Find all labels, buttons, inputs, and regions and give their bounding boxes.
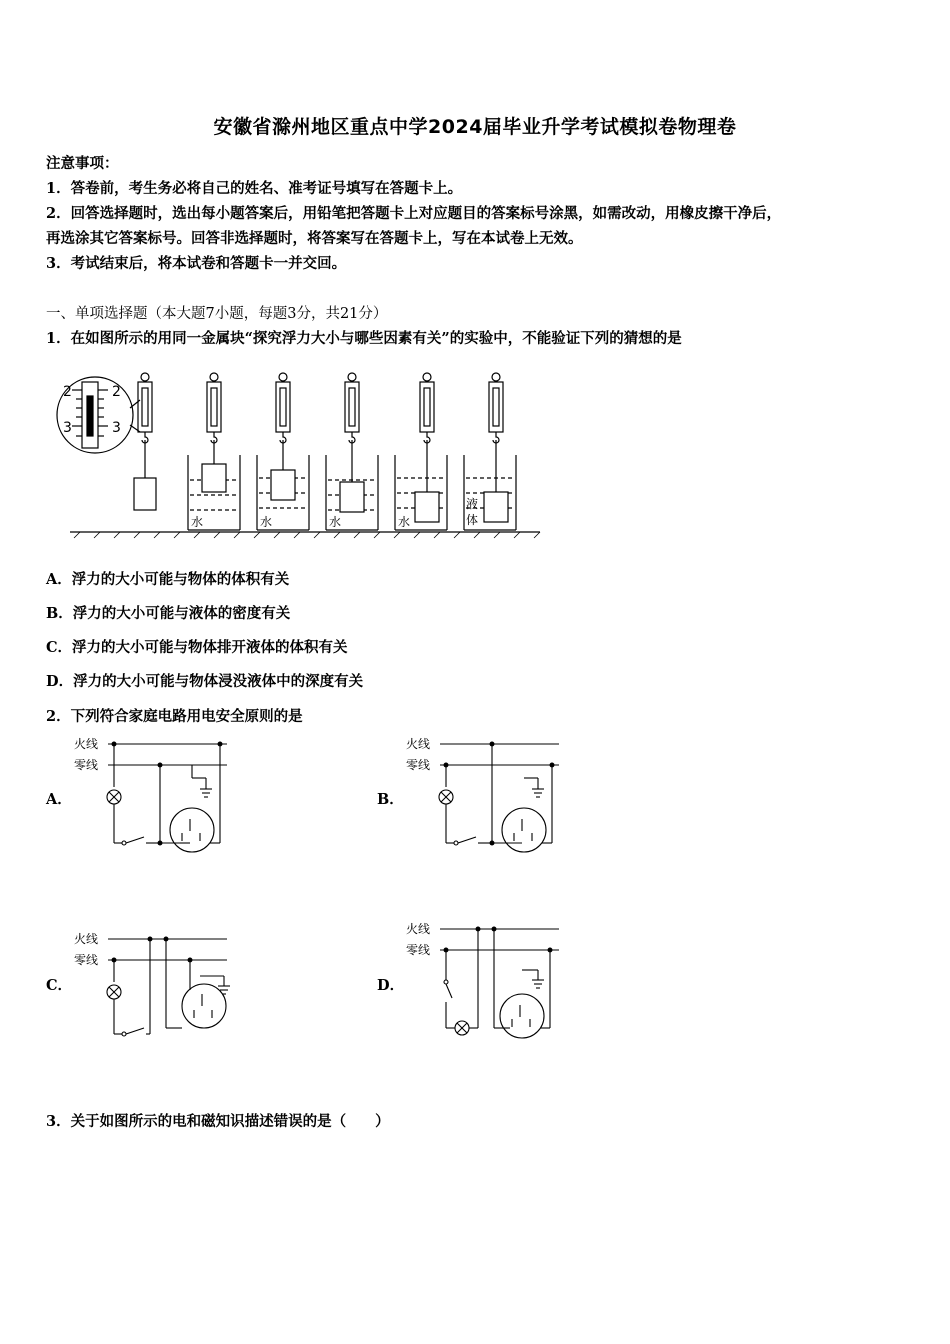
option-a[interactable]: A．浮力的大小可能与物体的体积有关	[46, 571, 290, 588]
live-wire-label: 火线	[74, 932, 99, 946]
option-b[interactable]: B．浮力的大小可能与液体的密度有关	[46, 605, 291, 622]
beaker-2	[257, 373, 309, 530]
beaker-1	[188, 373, 240, 530]
notice-item: 2．回答选择题时，选出每小题答案后，用铅笔把答题卡上对应题目的答案标号涂黑，如需改动，用橡皮擦干净后，	[46, 205, 782, 222]
page-title: 安徽省滁州地区重点中学2024届毕业升学考试模拟卷物理卷	[213, 116, 737, 138]
beaker-3	[326, 373, 378, 530]
circuit-diagram-a[interactable]	[72, 733, 242, 863]
notice-item: 3．考试结束后，将本试卷和答题卡一并交回。	[46, 255, 347, 272]
liquid-label: 水	[329, 515, 342, 529]
live-wire-label: 火线	[406, 922, 431, 936]
liquid-label: 水	[260, 515, 273, 529]
notice-item: 1．答卷前，考生务必将自己的姓名、准考证号填写在答题卡上。	[46, 180, 463, 197]
metal-block	[415, 492, 439, 522]
liquid-label: 液	[466, 497, 479, 511]
scale-label: 3	[112, 420, 121, 436]
scale-label: 3	[63, 420, 72, 436]
notice-item: 再选涂其它答案标号。回答非选择题时，将答案写在答题卡上，写在本试卷上无效。	[46, 230, 583, 247]
circuit-diagram-b[interactable]	[404, 733, 574, 863]
neutral-wire-label: 零线	[74, 953, 99, 967]
circuit-option-a-label[interactable]: A．	[46, 791, 72, 808]
question-3-stem: 3．关于如图所示的电和磁知识描述错误的是（ ）	[46, 1113, 390, 1130]
neutral-wire-label: 零线	[74, 758, 99, 772]
metal-block	[134, 478, 156, 510]
scale-label: 2	[63, 384, 72, 400]
circuit-option-c-label[interactable]: C．	[46, 977, 73, 994]
section-heading: 一、单项选择题（本大题7小题，每题3分，共21分）	[46, 306, 388, 322]
question-2-stem: 2．下列符合家庭电路用电安全原则的是	[46, 708, 303, 725]
liquid-label: 水	[398, 515, 411, 529]
liquid-label: 体	[466, 513, 479, 527]
live-wire-label: 火线	[74, 737, 99, 751]
circuit-diagram-c[interactable]	[72, 928, 242, 1048]
scale-label: 2	[112, 384, 121, 400]
buoyancy-experiment-figure	[50, 370, 550, 540]
option-c[interactable]: C．浮力的大小可能与物体排开液体的体积有关	[46, 639, 348, 656]
circuit-diagram-d[interactable]	[404, 918, 574, 1048]
question-1-stem: 1．在如图所示的用同一金属块“探究浮力大小与哪些因素有关”的实验中，不能验证下列的猜想的是	[46, 330, 682, 347]
live-wire-label: 火线	[406, 737, 431, 751]
beaker-4	[395, 373, 447, 530]
neutral-wire-label: 零线	[406, 758, 431, 772]
circuit-option-b-label[interactable]: B．	[377, 791, 404, 808]
metal-block	[484, 492, 508, 522]
spring-scale	[134, 373, 156, 510]
option-d[interactable]: D．浮力的大小可能与物体浸没液体中的深度有关	[46, 673, 364, 690]
circuit-option-d-label[interactable]: D．	[377, 977, 405, 994]
metal-block	[202, 464, 226, 492]
neutral-wire-label: 零线	[406, 943, 431, 957]
metal-block	[271, 470, 295, 500]
metal-block	[340, 482, 364, 512]
notice-heading: 注意事项：	[46, 155, 119, 172]
liquid-label: 水	[191, 515, 204, 529]
